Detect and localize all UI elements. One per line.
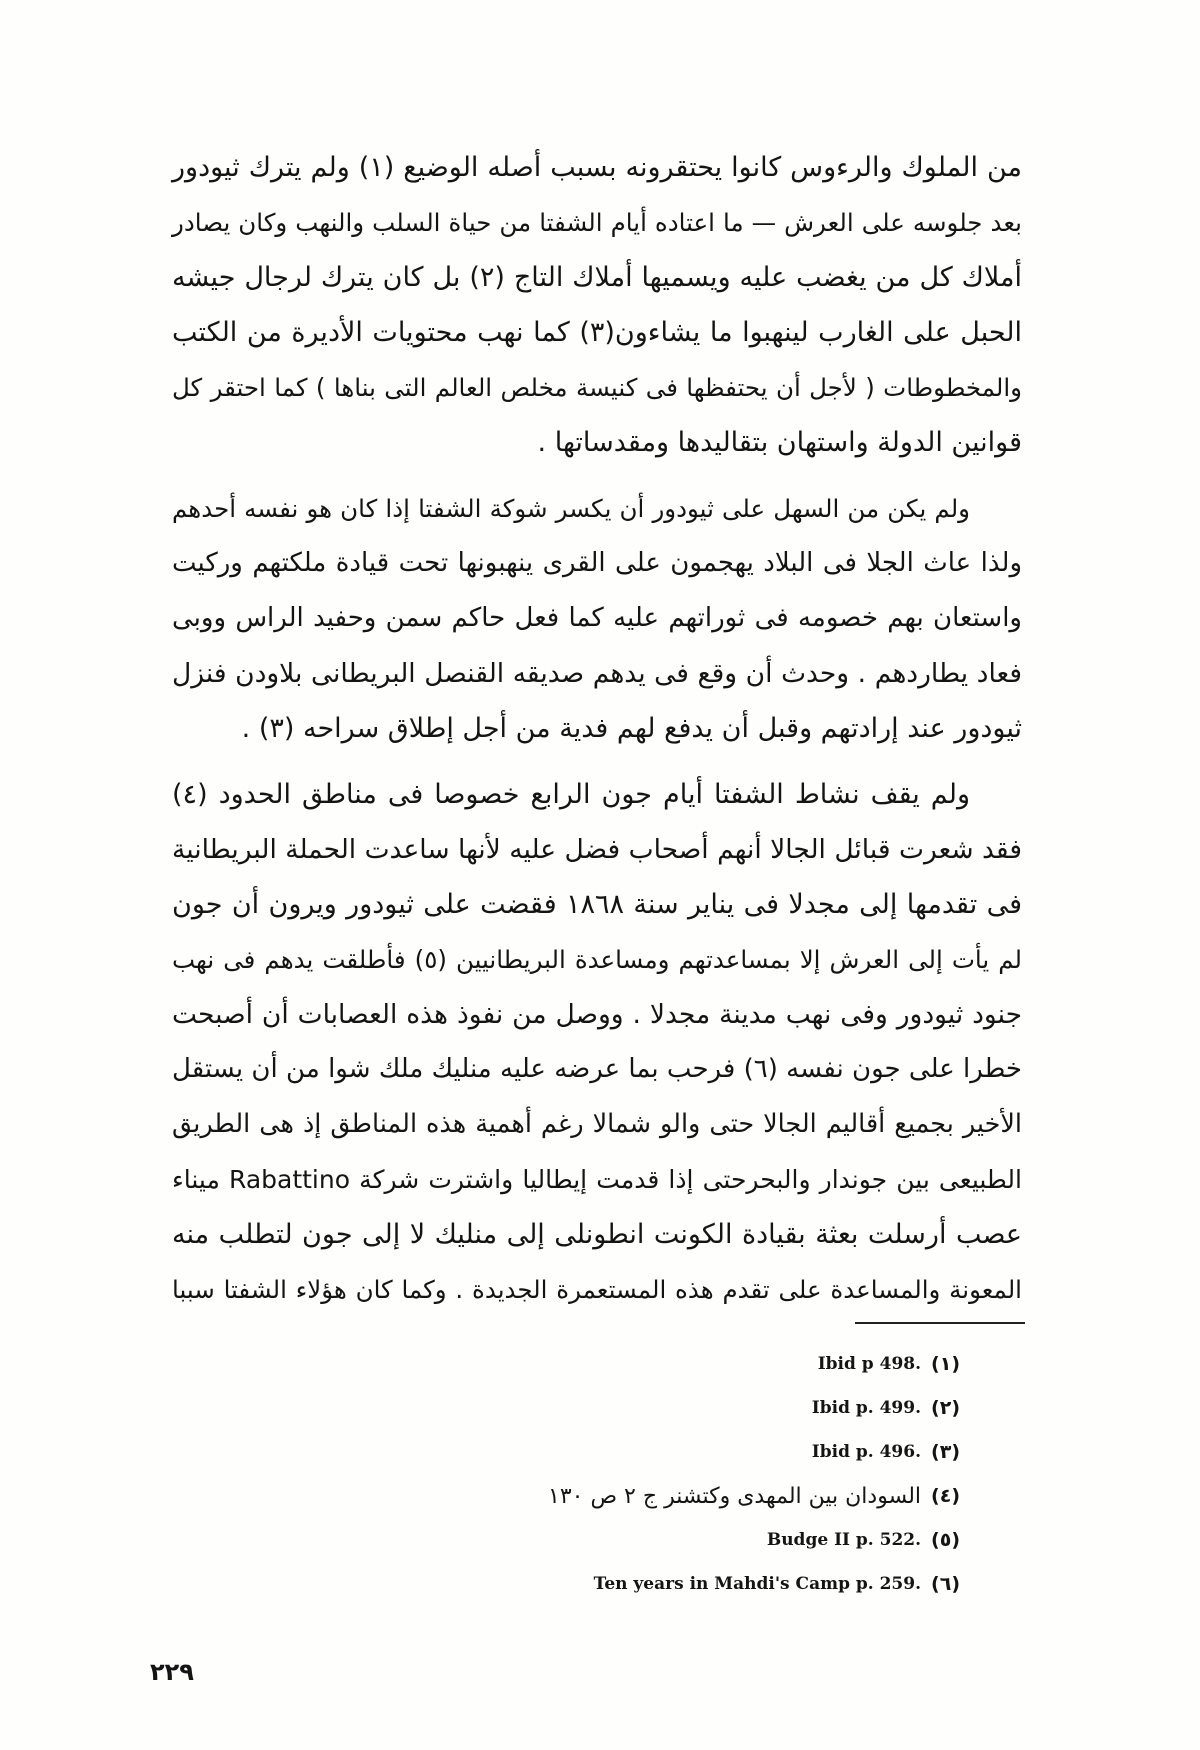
text-line: جنود ثيودور وفى نهب مدينة مجدلا . ووصل من نفوذ هذه العصابات أن أصبحت [172,999,1022,1030]
footnote-marker: (٦) [931,1573,960,1595]
footnote-text: Ibid p 498. [817,1354,922,1374]
text-line: بعد جلوسه على العرش — ما اعتاده أيام الشفتا من حياة السلب والنهب وكان يصادر [172,208,1022,237]
text-line: ولم يقف نشاط الشفتا أيام جون الرابع خصوصا فى مناطق الحدود (٤) [172,779,970,810]
text-line: عصب أرسلت بعثة بقيادة الكونت انطونلى إلى منليك لا إلى جون لتطلب منه [172,1219,1022,1250]
text-line: فعاد يطاردهم . وحدث أن وقع فى يدهم صديقه القنصل البريطانى بلاودن فنزل [172,658,1022,689]
footnotes [160,1342,960,1606]
paragraph-3 [172,767,1022,1317]
footnote [160,1474,960,1518]
footnote-marker: (٥) [931,1529,960,1551]
footnote-text: Ibid p. 499. [811,1398,922,1418]
footnote-marker: (٣) [931,1441,960,1463]
text-line: ثيودور عند إرادتهم وقبل أن يدفع لهم فدية من أجل إطلاق سراحه (٣) . [241,713,1022,744]
text-line: قوانين الدولة واستهان بتقاليدها ومقدساتها . [537,427,1022,458]
text-line: من الملوك والرءوس كانوا يحتقرونه بسبب أصله الوضيع (١) ولم يترك ثيودور [172,152,1022,183]
text-line: ولذا عاث الجلا فى البلاد يهجمون على القرى ينهبونها تحت قيادة ملكتهم وركيت [172,548,1022,578]
footnote-text: السودان بين المهدى وكتشنر ج ٢ ص ١٣٠ [548,1483,922,1509]
text-line: الحبل على الغارب لينهبوا ما يشاءون(٣) كما نهب محتويات الأديرة من الكتب [172,317,1022,348]
text-line: فى تقدمها إلى مجدلا فى يناير سنة ١٨٦٨ فقضت على ثيودور ويرون أن جون [172,889,1022,920]
footnote [160,1518,960,1562]
text-line: أملاك كل من يغضب عليه ويسميها أملاك التاج (٢) بل كان يترك لرجال جيشه [172,262,1022,293]
text-line: خطرا على جون نفسه (٦) فرحب بما عرضه عليه منليك ملك شوا من أن يستقل [172,1054,1022,1084]
text-line: الأخير بجميع أقاليم الجالا حتى والو شمالا رغم أهمية هذه المناطق إذ هى الطريق [172,1109,1022,1139]
footnote-text: Ten years in Mahdi's Camp p. 259. [593,1574,922,1594]
footnote-marker: (٢) [931,1397,960,1419]
text-line: المعونة والمساعدة على تقدم هذه المستعمرة الجديدة . وكما كان هؤلاء الشفتا سببا [172,1275,1022,1304]
text-line: لم يأت إلى العرش إلا بمساعدتهم ومساعدة البريطانيين (٥) فأطلقت يدهم فى نهب [172,945,1022,974]
text-line: الطبيعى بين جوندار والبحرحتى إذا قدمت إيطاليا واشترت شركة Rabattino ميناء [172,1165,1022,1194]
footnote-separator [855,1322,1025,1324]
footnote-marker: (٤) [931,1485,960,1507]
text-line: فقد شعرت قبائل الجالا أنهم أصحاب فضل عليه لأنها ساعدت الحملة البريطانية [172,834,1022,865]
footnote-text: Budge II p. 522. [766,1530,922,1550]
text-line: واستعان بهم خصومه فى ثوراتهم عليه كما فعل حاكم سمن وحفيد الراس ووبى [172,603,1022,633]
paragraph-1 [172,140,1022,470]
footnote [160,1386,960,1430]
body-text [172,140,1022,1328]
footnote [160,1430,960,1474]
footnote-marker: (١) [931,1353,960,1375]
text-line: ولم يكن من السهل على ثيودور أن يكسر شوكة الشفتا إذا كان هو نفسه أحدهم [172,494,970,523]
paragraph-2 [172,481,1022,756]
text-line: والمخطوطات ( لأجل أن يحتفظها فى كنيسة مخلص العالم التى بناها ) كما احتقر كل [172,373,1022,402]
page-number: ٢٢٩ [150,1658,194,1686]
footnote [160,1342,960,1386]
footnote [160,1562,960,1606]
footnote-text: Ibid p. 496. [811,1442,922,1462]
